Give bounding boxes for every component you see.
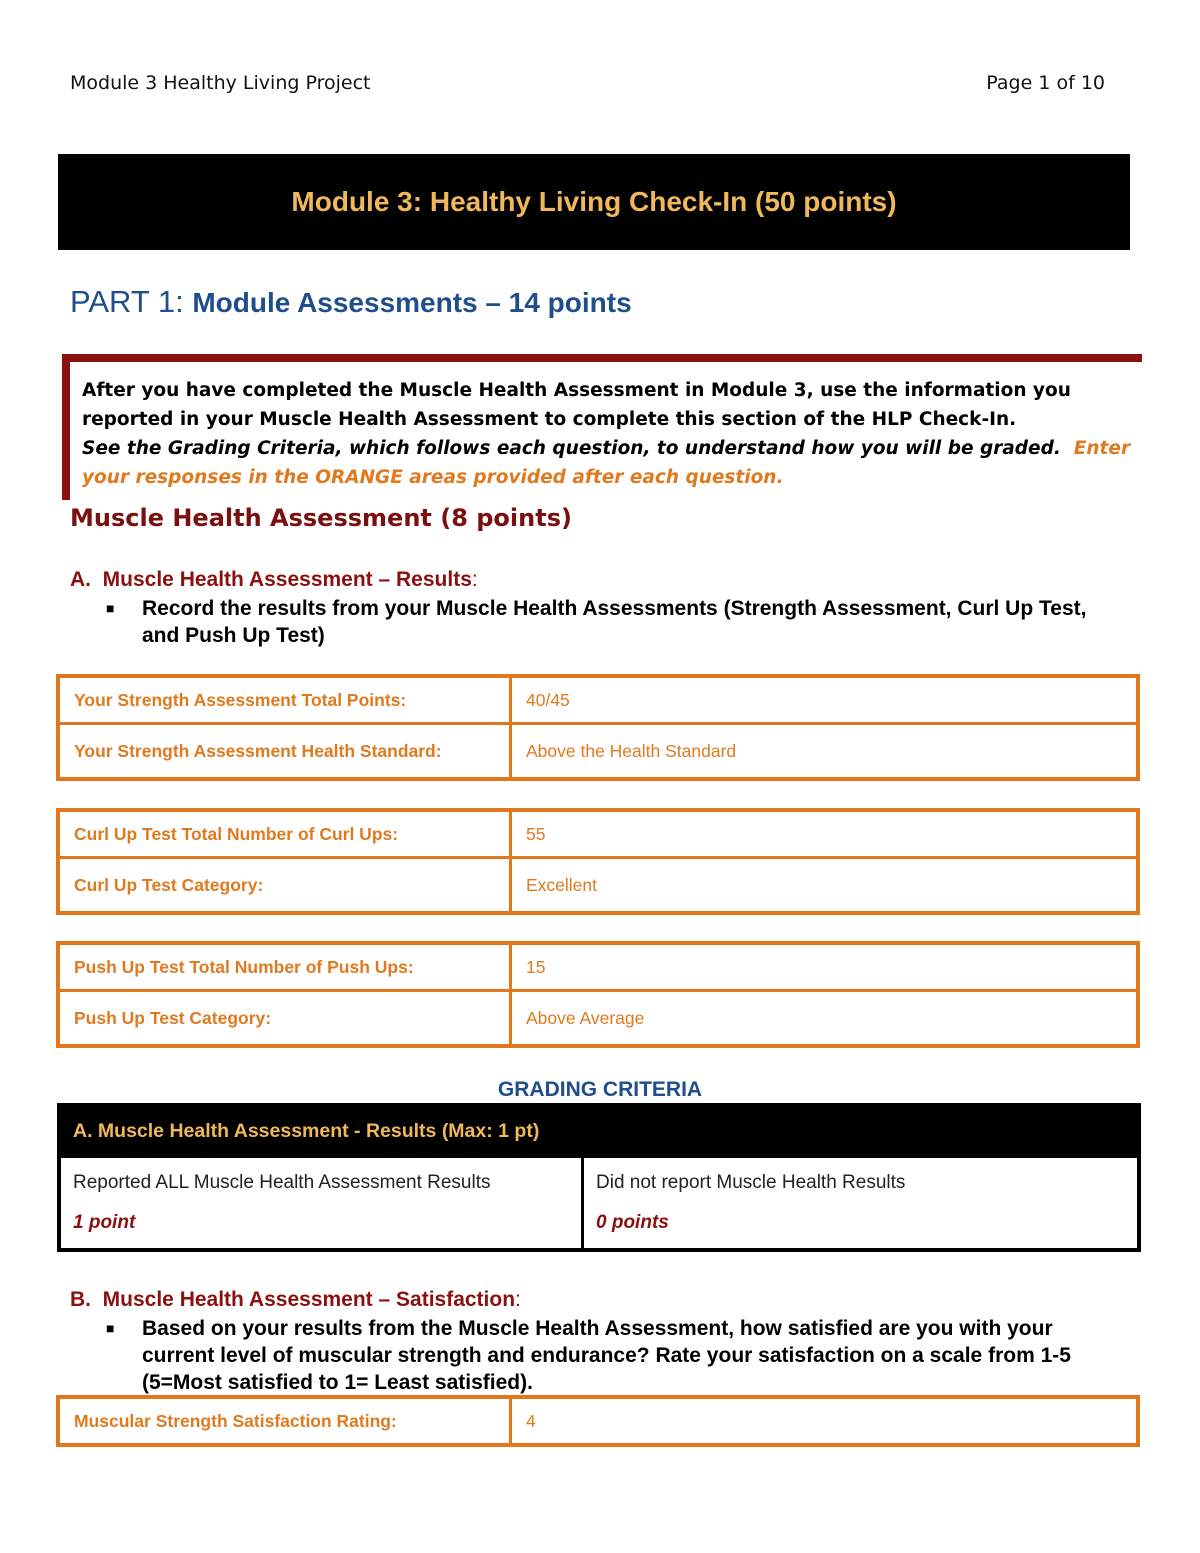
question-a-title — [70, 568, 478, 592]
satisfaction-label: Muscular Strength Satisfaction Rating: — [58, 1397, 511, 1445]
question-b-instruction: Based on your results from the Muscle Health Assessment, how satisfied are you with your current level of muscular strength and endurance? Rate your satisfaction on a scale from 1-5 (5=Most satisfied to 1= Least satisfied). — [142, 1317, 1071, 1394]
note-line-1: After you have completed the Muscle Health Assessment in Module 3, use the information you reported in your Muscle Health Assessment to complete this section of the HLP Check-In. — [82, 380, 1071, 430]
grading-cell-none-text: Did not report Muscle Health Results — [596, 1172, 906, 1193]
grading-cell-full-text: Reported ALL Muscle Health Assessment Results — [73, 1172, 491, 1193]
instruction-note — [82, 376, 1132, 492]
grading-criteria-title: GRADING CRITERIA — [497, 1078, 703, 1101]
satisfaction-table — [56, 1395, 1140, 1447]
table-row — [58, 858, 1138, 914]
question-a-colon: : — [471, 568, 478, 591]
strength-standard-label: Your Strength Assessment Health Standard: — [58, 724, 511, 780]
note-line-2: See the Grading Criteria, which follows each question, to understand how you will be graded. — [82, 438, 1061, 459]
pushup-count-input[interactable]: 15 — [511, 943, 1139, 991]
table-row — [58, 991, 1138, 1047]
curlup-count-label: Curl Up Test Total Number of Curl Ups: — [58, 810, 511, 858]
table-row — [58, 676, 1138, 724]
banner-title: Module 3: Healthy Living Check-In (50 points) — [291, 186, 897, 217]
note-border-left — [62, 354, 70, 500]
table-row — [58, 810, 1138, 858]
question-b-letter: B. — [70, 1288, 91, 1311]
curlup-table — [56, 808, 1140, 915]
bullet-icon: ■ — [106, 1320, 115, 1336]
table-row — [58, 1397, 1138, 1445]
strength-table — [56, 674, 1140, 781]
pushup-category-label: Push Up Test Category: — [58, 991, 511, 1047]
question-a-text: Muscle Health Assessment – Results — [102, 568, 472, 591]
strength-standard-input[interactable]: Above the Health Standard — [511, 724, 1139, 780]
grading-table — [57, 1103, 1141, 1252]
title-banner — [58, 154, 1130, 250]
question-a-bullet — [106, 595, 1106, 649]
pushup-count-label: Push Up Test Total Number of Push Ups: — [58, 943, 511, 991]
grading-cell-none — [583, 1157, 1140, 1251]
table-row — [58, 724, 1138, 780]
page-header-title: Module 3 Healthy Living Project — [70, 72, 371, 94]
satisfaction-input[interactable]: 4 — [511, 1397, 1139, 1445]
pushup-category-input[interactable]: Above Average — [511, 991, 1139, 1047]
question-a-letter: A. — [70, 568, 91, 591]
note-line-3: Enter your responses in the ORANGE areas provided after each question. — [82, 438, 1131, 488]
strength-points-input[interactable]: 40/45 — [511, 676, 1139, 724]
note-border-top — [62, 354, 1142, 362]
part-title: Module Assessments – 14 points — [192, 287, 632, 318]
bullet-icon: ■ — [106, 600, 115, 616]
grading-header: A. Muscle Health Assessment - Results (Max: 1 pt) — [59, 1105, 1139, 1157]
grading-cell-none-points: 0 points — [596, 1212, 669, 1233]
section-title: Muscle Health Assessment (8 points) — [70, 504, 572, 532]
question-b-title — [70, 1288, 521, 1312]
page-number: Page 1 of 10 — [986, 72, 1105, 94]
curlup-count-input[interactable]: 55 — [511, 810, 1139, 858]
part-prefix: PART 1: — [70, 284, 193, 319]
table-row — [58, 943, 1138, 991]
strength-points-label: Your Strength Assessment Total Points: — [58, 676, 511, 724]
grading-cell-full — [59, 1157, 583, 1251]
curlup-category-label: Curl Up Test Category: — [58, 858, 511, 914]
question-b-bullet — [106, 1315, 1106, 1396]
grading-cell-full-points: 1 point — [73, 1212, 136, 1233]
curlup-category-input[interactable]: Excellent — [511, 858, 1139, 914]
pushup-table — [56, 941, 1140, 1048]
question-b-colon: : — [515, 1288, 521, 1311]
question-a-instruction: Record the results from your Muscle Health Assessments (Strength Assessment, Curl Up Test, and Push Up Test) — [142, 597, 1087, 647]
question-b-text: Muscle Health Assessment – Satisfaction — [102, 1288, 516, 1311]
part-heading — [70, 284, 632, 320]
